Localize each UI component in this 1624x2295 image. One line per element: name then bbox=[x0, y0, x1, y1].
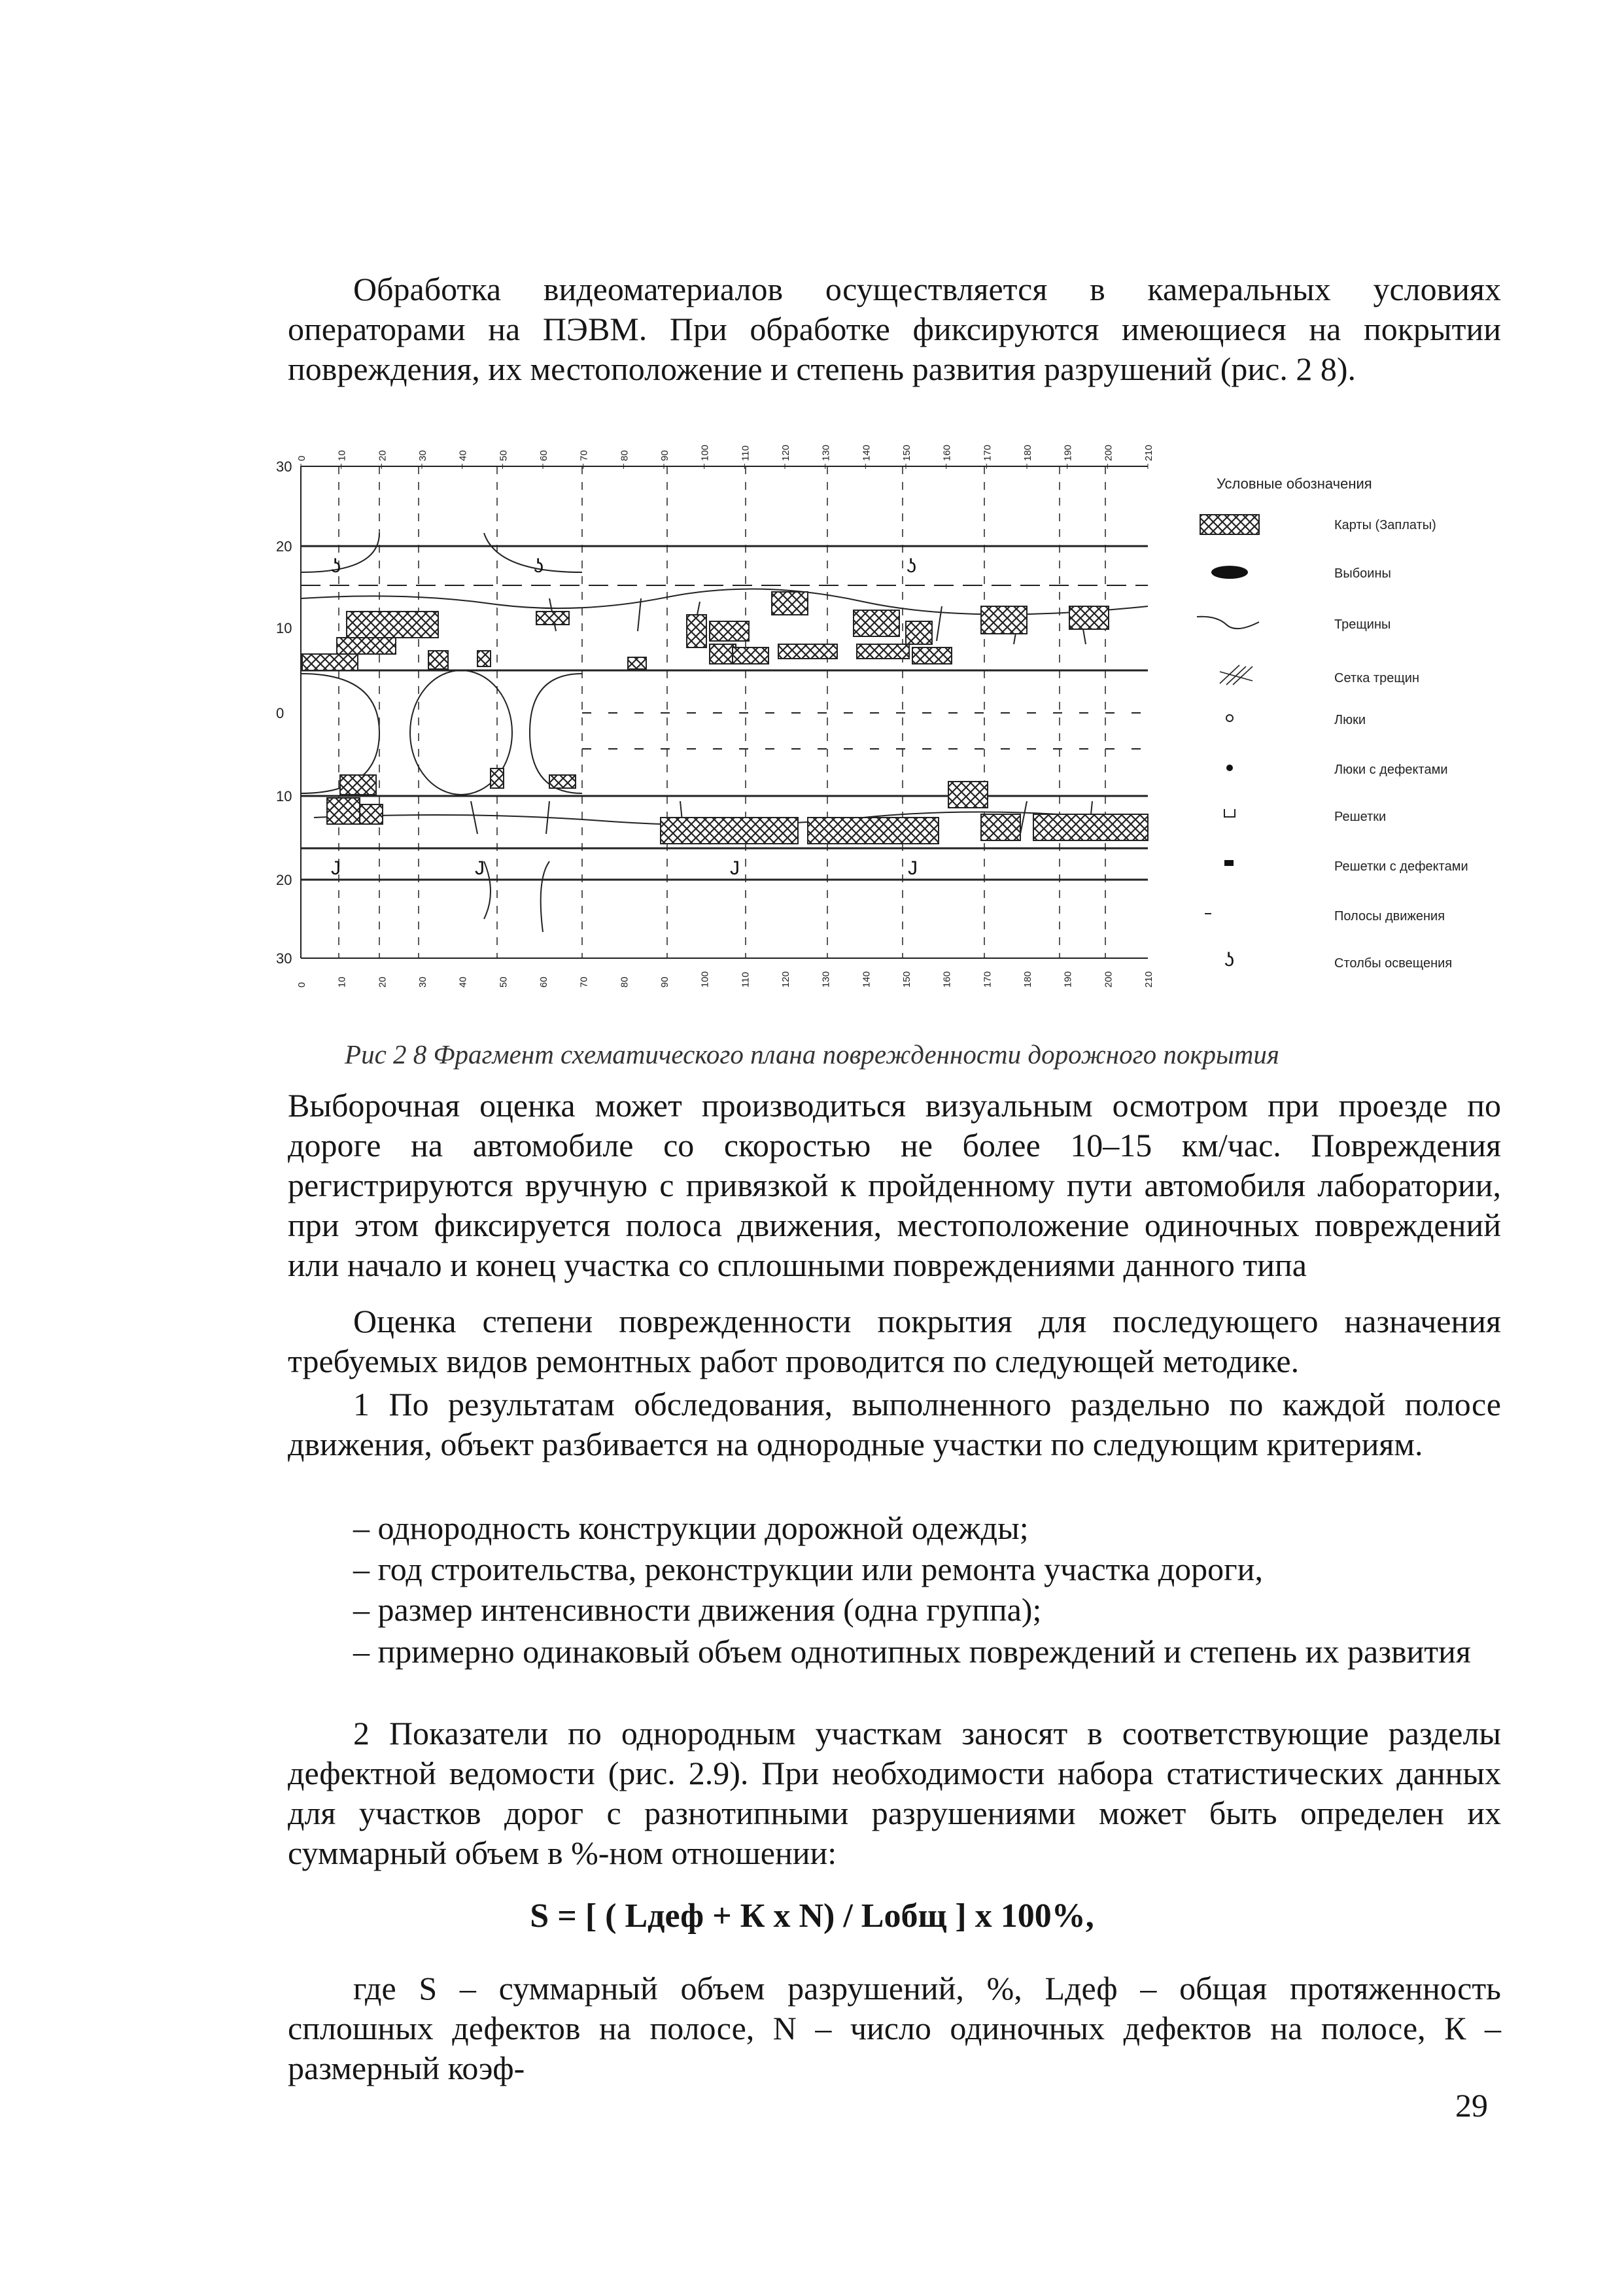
x-tick-label: 50 bbox=[498, 450, 510, 461]
x-tick-label: 80 bbox=[619, 976, 631, 988]
x-tick-label: 10 bbox=[336, 450, 348, 461]
x-tick-label: 120 bbox=[780, 444, 791, 461]
x-tick-label: 140 bbox=[861, 444, 872, 461]
crack-icon bbox=[1197, 617, 1259, 629]
grate-icon bbox=[1224, 809, 1235, 817]
svg-text:ʖ: ʖ bbox=[1224, 949, 1234, 971]
legend-item bbox=[1224, 859, 1468, 874]
criterion-item: – год строительства, реконструкции или ремонта участка дороги, bbox=[353, 1551, 1263, 1587]
x-tick-label: 110 bbox=[740, 972, 752, 988]
y-tick-label: 20 bbox=[276, 872, 292, 888]
y-tick-label: 20 bbox=[276, 538, 292, 555]
x-tick-label: 80 bbox=[619, 450, 631, 461]
paragraph-visual-inspection bbox=[288, 1086, 1501, 1285]
x-tick-label: 100 bbox=[699, 971, 711, 988]
criterion-item: – размер интенсивности движения (одна группа); bbox=[353, 1591, 1042, 1628]
x-tick-label: 40 bbox=[457, 450, 469, 461]
paragraph-processing-text: Обработка видеоматериалов осуществляется в камеральных условиях операторами на ПЭВМ. При обработке фиксируются имеющиеся на покрытии повреждения, их местоположение и степень развития разрушений (рис. 2 8). bbox=[288, 271, 1501, 387]
x-tick-label: 120 bbox=[780, 971, 791, 988]
x-tick-label: 210 bbox=[1143, 971, 1154, 988]
patch-icon bbox=[1200, 515, 1259, 534]
x-tick-label: 90 bbox=[659, 450, 670, 461]
paragraph-assessment bbox=[288, 1302, 1501, 1381]
svg-text:ʖ: ʖ bbox=[331, 555, 341, 577]
x-axis-top-ticks bbox=[296, 445, 1154, 469]
x-tick-label: 70 bbox=[578, 450, 590, 461]
x-tick-label: 200 bbox=[1103, 971, 1114, 988]
paragraph-step-1 bbox=[288, 1385, 1501, 1464]
x-tick-label: 110 bbox=[740, 445, 752, 461]
x-tick-label: 130 bbox=[820, 971, 832, 988]
y-tick-label: 10 bbox=[276, 788, 292, 804]
legend-item bbox=[1226, 763, 1448, 777]
x-tick-label: 210 bbox=[1143, 444, 1154, 461]
grate-defect-icon bbox=[1224, 860, 1234, 866]
paragraph-definitions bbox=[288, 1969, 1501, 2088]
x-tick-label: 200 bbox=[1103, 444, 1114, 461]
legend-item bbox=[1226, 713, 1366, 727]
legend-label: Сетка трещин bbox=[1334, 671, 1420, 685]
paragraph-processing bbox=[288, 269, 1501, 389]
x-tick-label: 180 bbox=[1022, 971, 1033, 988]
legend-label: Решетки bbox=[1334, 810, 1387, 824]
legend-label: Карты (Заплаты) bbox=[1334, 518, 1436, 532]
paragraph-visual-inspection-text: Выборочная оценка может производиться визуальным осмотром при проезде по дороге на автомобиле со скоростью не более 10–15 км/час. Повреждения регистрируются вручную с привязкой к пройденному пути автомобиля лаборатории, при этом фиксируется полоса движения, местоположение одиночных повреждений или начало и конец участка со сплошными повреждениями данного типа bbox=[288, 1087, 1501, 1283]
x-tick-label: 170 bbox=[982, 444, 993, 461]
x-tick-label: 70 bbox=[578, 976, 590, 988]
y-tick-label: 10 bbox=[276, 620, 292, 636]
x-tick-label: 20 bbox=[377, 450, 389, 461]
crack-net-icon bbox=[1220, 665, 1253, 685]
legend-item bbox=[1220, 665, 1419, 685]
paragraph-definitions-text: где S – суммарный объем разрушений, %, Lдеф – общая протяженность сплошных дефектов на полосе, N – число одиночных дефектов на полосе, К – размерный коэф- bbox=[288, 1970, 1501, 2086]
svg-text:J: J bbox=[331, 857, 341, 879]
formula: S = [ ( Lдеф + К x N) / Lобщ ] x 100%, bbox=[530, 1897, 1094, 1935]
paragraph-step-1-text: 1 По результатам обследования, выполненного раздельно по каждой полосе движения, объект разбивается на однородные участки по следующим критериям. bbox=[288, 1386, 1501, 1462]
legend-item bbox=[1211, 566, 1391, 581]
legend-item bbox=[1224, 949, 1452, 971]
legend-item bbox=[1200, 515, 1436, 534]
x-tick-label: 140 bbox=[861, 971, 872, 988]
x-tick-label: 170 bbox=[982, 971, 993, 988]
legend bbox=[1197, 475, 1468, 971]
x-tick-label: 150 bbox=[901, 971, 912, 988]
pothole-icon bbox=[1211, 566, 1248, 579]
svg-text:ʖ: ʖ bbox=[534, 555, 544, 577]
x-tick-label: 160 bbox=[941, 971, 953, 988]
svg-text:J: J bbox=[475, 857, 485, 879]
legend-item bbox=[1197, 617, 1391, 632]
legend-item bbox=[1224, 809, 1386, 824]
road-plan bbox=[301, 466, 1148, 958]
y-axis-ticks bbox=[276, 458, 292, 967]
x-tick-label: 10 bbox=[336, 976, 348, 988]
figure-caption: Рис 2 8 Фрагмент схематического плана поврежденности дорожного покрытия bbox=[345, 1039, 1279, 1069]
legend-label: Трещины bbox=[1334, 617, 1391, 632]
legend-label: Столбы освещения bbox=[1334, 956, 1453, 971]
y-tick-label: 30 bbox=[276, 950, 292, 967]
legend-label: Решетки с дефектами bbox=[1334, 859, 1468, 874]
paragraph-step-2-text: 2 Показатели по однородным участкам заносят в соответствующие разделы дефектной ведомости (рис. 2.9). При необходимости набора статистических данных для участков дорог с разнотипными разрушениями может быть определен их суммарный объем в %-ном отношении: bbox=[288, 1715, 1501, 1871]
x-tick-label: 190 bbox=[1062, 971, 1074, 988]
paragraph-step-2 bbox=[288, 1714, 1501, 1873]
x-tick-label: 130 bbox=[820, 444, 832, 461]
x-tick-label: 100 bbox=[699, 444, 711, 461]
y-tick-label: 0 bbox=[276, 705, 285, 721]
y-tick-label: 30 bbox=[276, 458, 292, 475]
legend-label: Люки bbox=[1334, 713, 1366, 727]
criterion-item-text: – примерно одинаковый объем однотипных повреждений и степень их развития bbox=[353, 1633, 1471, 1670]
legend-title: Условные обозначения bbox=[1217, 475, 1372, 492]
x-tick-label: 150 bbox=[901, 444, 912, 461]
x-axis-bottom-ticks bbox=[296, 971, 1154, 988]
legend-item bbox=[1205, 909, 1445, 923]
damage-plan-figure bbox=[275, 435, 1530, 1010]
x-tick-label: 0 bbox=[296, 982, 307, 988]
svg-text:ʖ: ʖ bbox=[907, 555, 916, 577]
paragraph-assessment-text: Оценка степени поврежденности покрытия для последующего назначения требуемых видов ремонтных работ проводится по следующей методике. bbox=[288, 1303, 1501, 1379]
x-tick-label: 60 bbox=[538, 976, 549, 988]
lamp-post-icon bbox=[1224, 949, 1234, 971]
x-tick-label: 30 bbox=[417, 976, 428, 988]
hatch-icon bbox=[1226, 715, 1233, 721]
x-tick-label: 90 bbox=[659, 976, 670, 988]
hatch-defect-icon bbox=[1226, 765, 1233, 771]
legend-label: Полосы движения bbox=[1334, 909, 1445, 923]
criterion-item bbox=[288, 1632, 1501, 1672]
page-number: 29 bbox=[1455, 2087, 1488, 2124]
x-tick-label: 20 bbox=[377, 976, 389, 988]
x-tick-label: 30 bbox=[417, 450, 428, 461]
svg-text:J: J bbox=[908, 857, 918, 879]
criterion-item: – однородность конструкции дорожной одежды; bbox=[353, 1510, 1029, 1546]
x-tick-label: 190 bbox=[1062, 444, 1074, 461]
x-tick-label: 50 bbox=[498, 976, 510, 988]
x-tick-label: 60 bbox=[538, 450, 549, 461]
x-tick-label: 180 bbox=[1022, 444, 1033, 461]
svg-text:J: J bbox=[730, 857, 740, 879]
x-tick-label: 40 bbox=[457, 976, 469, 988]
patches bbox=[302, 592, 1148, 844]
x-tick-label: 0 bbox=[296, 455, 307, 461]
legend-label: Выбоины bbox=[1334, 566, 1391, 581]
legend-label: Люки с дефектами bbox=[1334, 763, 1448, 777]
x-tick-label: 160 bbox=[941, 444, 953, 461]
